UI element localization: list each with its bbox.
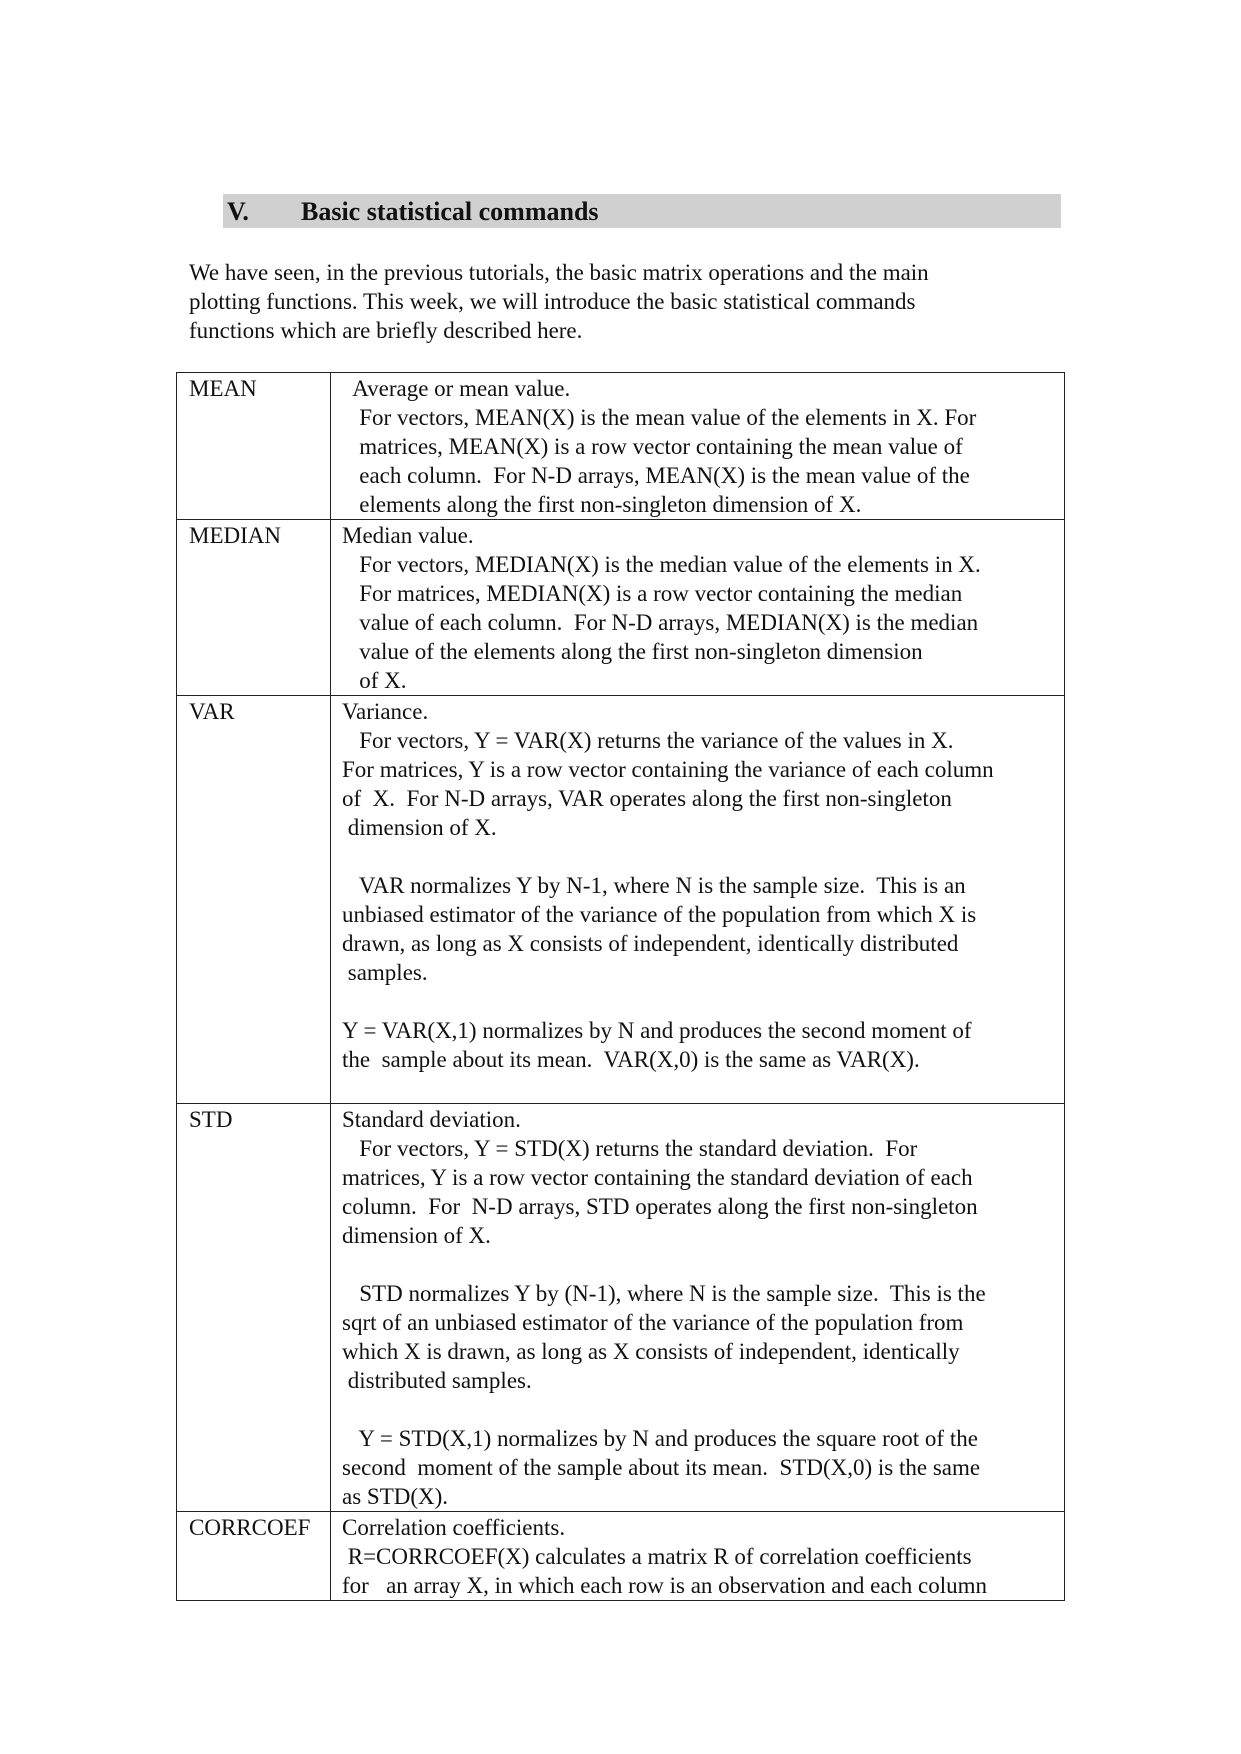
description-line: value of each column. For N-D arrays, MEDIAN(X) is the median: [342, 610, 979, 635]
description-line: For matrices, MEDIAN(X) is a row vector containing the median: [342, 581, 963, 606]
command-name: VAR: [177, 696, 331, 1104]
description-line: each column. For N-D arrays, MEAN(X) is the mean value of the: [342, 463, 970, 488]
commands-table: [176, 372, 1065, 1601]
description-line: second moment of the sample about its mean. STD(X,0) is the same: [342, 1455, 981, 1480]
blank-line: [342, 1395, 1064, 1424]
description-line: For vectors, MEDIAN(X) is the median value of the elements in X.: [342, 552, 981, 577]
command-name: CORRCOEF: [177, 1512, 331, 1601]
description-line: value of the elements along the first non-singleton dimension: [342, 639, 923, 664]
intro-line: plotting functions. This week, we will introduce the basic statistical commands: [189, 289, 916, 314]
intro-paragraph: [189, 258, 1049, 345]
description-line: Average or mean value.: [342, 376, 571, 401]
blank-line: [342, 1250, 1064, 1279]
description-line: Correlation coefficients.: [342, 1515, 566, 1540]
blank-line: [342, 1074, 1064, 1103]
description-line: column. For N-D arrays, STD operates along the first non-singleton: [342, 1194, 978, 1219]
command-name: MEAN: [177, 373, 331, 520]
description-line: for an array X, in which each row is an observation and each column: [342, 1573, 988, 1598]
description-line: dimension of X.: [342, 1223, 491, 1248]
description-line: of X.: [342, 668, 407, 693]
description-line: Y = VAR(X,1) normalizes by N and produces the second moment of: [342, 1018, 972, 1043]
description-line: For vectors, MEAN(X) is the mean value of the elements in X. For: [342, 405, 977, 430]
section-heading-bar: [223, 194, 1061, 228]
description-line: For matrices, Y is a row vector containing the variance of each column: [342, 757, 994, 782]
description-line: drawn, as long as X consists of independent, identically distributed: [342, 931, 959, 956]
description-line: unbiased estimator of the variance of the population from which X is: [342, 902, 977, 927]
description-line: matrices, MEAN(X) is a row vector containing the mean value of: [342, 434, 963, 459]
blank-line: [342, 987, 1064, 1016]
description-line: VAR normalizes Y by N-1, where N is the sample size. This is an: [342, 873, 966, 898]
section-number: V.: [227, 197, 249, 226]
description-line: elements along the first non-singleton dimension of X.: [342, 492, 862, 517]
description-line: as STD(X).: [342, 1484, 449, 1509]
description-line: of X. For N-D arrays, VAR operates along the first non-singleton: [342, 786, 952, 811]
description-line: Y = STD(X,1) normalizes by N and produces the square root of the: [342, 1426, 978, 1451]
description-line: matrices, Y is a row vector containing the standard deviation of each: [342, 1165, 973, 1190]
command-row: [177, 1104, 1065, 1512]
description-line: distributed samples.: [342, 1368, 532, 1393]
description-line: dimension of X.: [342, 815, 497, 840]
description-line: sqrt of an unbiased estimator of the variance of the population from: [342, 1310, 964, 1335]
command-row: [177, 696, 1065, 1104]
command-description: [331, 1512, 1065, 1601]
description-line: the sample about its mean. VAR(X,0) is the same as VAR(X).: [342, 1047, 920, 1072]
command-description: [331, 373, 1065, 520]
description-line: samples.: [342, 960, 428, 985]
intro-line: functions which are briefly described here.: [189, 318, 583, 343]
blank-line: [342, 842, 1064, 871]
description-line: Variance.: [342, 699, 429, 724]
description-line: For vectors, Y = STD(X) returns the standard deviation. For: [342, 1136, 918, 1161]
description-line: STD normalizes Y by (N-1), where N is the sample size. This is the: [342, 1281, 986, 1306]
description-line: Median value.: [342, 523, 474, 548]
intro-line: We have seen, in the previous tutorials, the basic matrix operations and the main: [189, 260, 929, 285]
description-line: For vectors, Y = VAR(X) returns the variance of the values in X.: [342, 728, 954, 753]
command-description: [331, 1104, 1065, 1512]
command-row: [177, 1512, 1065, 1601]
command-row: [177, 373, 1065, 520]
command-name: MEDIAN: [177, 520, 331, 696]
command-description: [331, 696, 1065, 1104]
description-line: which X is drawn, as long as X consists of independent, identically: [342, 1339, 960, 1364]
section-title: Basic statistical commands: [301, 197, 599, 226]
description-line: Standard deviation.: [342, 1107, 521, 1132]
description-line: R=CORRCOEF(X) calculates a matrix R of correlation coefficients: [342, 1544, 972, 1569]
command-description: [331, 520, 1065, 696]
command-row: [177, 520, 1065, 696]
command-name: STD: [177, 1104, 331, 1512]
